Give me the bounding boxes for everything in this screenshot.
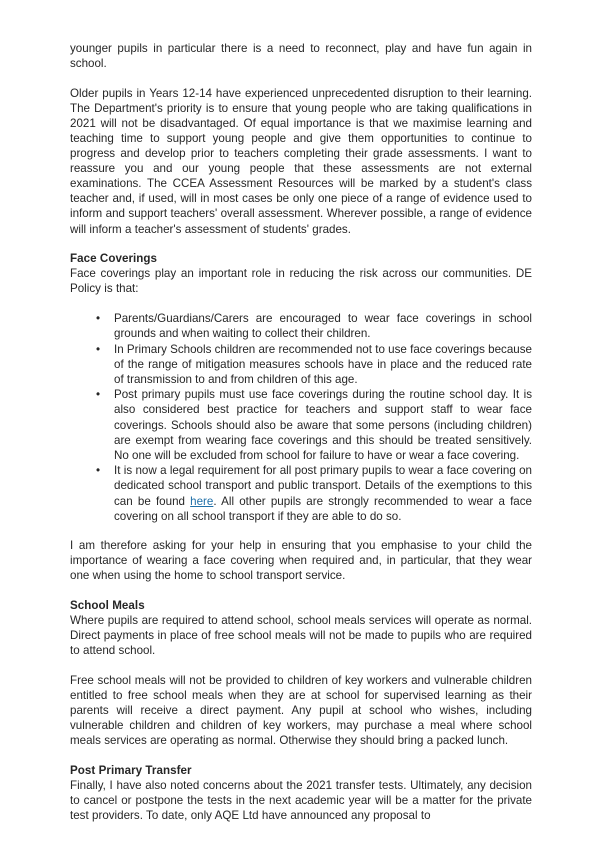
paragraph-post-primary-transfer: Finally, I have also noted concerns about the 2021 transfer tests. Ultimately, any decision to cancel or postpone the tests in the next academic year will be a matter for the private test providers. To date, only AQE Ltd have announced any proposal to [70,778,532,823]
heading-post-primary-transfer: Post Primary Transfer [70,763,192,777]
bullet-text-primary-schools: In Primary Schools children are recommended not to use face coverings because of the range of mitigation measures schools have in place and the reduced rate of transmission to and from children of this age. [114,342,532,386]
bullet-point-icon: • [96,311,101,325]
document-body [70,41,532,823]
bullet-text-legal-requirement [114,463,532,523]
bullet-point-icon: • [96,464,101,478]
section-post-primary-transfer [70,763,532,823]
paragraph-continuation: younger pupils in particular there is a need to reconnect, play and have fun again in school. [70,42,532,71]
paragraph-older-pupils: Older pupils in Years 12-14 have experienced unprecedented disruption to their learning. The Department's priority is to ensure that young people who are taking qualifications in 2021 will not be disadvantaged. Of equal importance is that we maximise learning and teaching time to support young people and give them opportunities to continue to progress and develop prior to teachers completing their grade assessments. I want to reassure you and our young people that these assessments are not external examinations. The CCEA Assessment Resources will be marked by a student's class teacher and, if used, will in most cases be only one piece of a range of evidence used to inform and support teachers' overall assessment. Wherever possible, a range of evidence will inform a teacher's assessment of students' grades. [70,86,532,236]
exemptions-here-link[interactable]: here [190,494,214,508]
list-item [70,387,532,462]
paragraph-school-meals-1: Where pupils are required to attend school, school meals services will operate as normal. Direct payments in place of free school meals will not be made to pupils who are required to attend school. [70,614,532,658]
bullet-text-post-primary: Post primary pupils must use face coverings during the routine school day. It is also considered best practice for teachers and support staff to wear face coverings. Schools should also be aware that some persons (including children) are exempt from wearing face coverings and this should be treated sensitively. No one will be excluded from school for failure to have or wear a face covering. [114,388,532,462]
paragraph-face-coverings-intro: Face coverings play an important role in reducing the risk across our communities. DE Policy is that: [70,267,532,296]
list-item [70,311,532,341]
list-item [70,342,532,387]
heading-face-coverings: Face Coverings [70,252,158,266]
face-coverings-bullet-list [70,311,532,524]
bullet-text-legal-requirement-after-link: . All other pupils are strongly recommended to wear a face covering on all school transport if they are able to do so. [114,494,533,523]
bullet-text-legal-requirement-before-link: It is now a legal requirement for all post primary pupils to wear a face covering on dedicated school transport and public transport. Details of the exemptions to this can be found [114,464,532,508]
section-school-meals [70,598,532,658]
heading-school-meals: School Meals [70,599,145,612]
section-face-coverings [70,251,532,296]
paragraph-asking-help: I am therefore asking for your help in ensuring that you emphasise to your child the importance of wearing a face covering when required and, in particular, that they wear one when using the home to school transport service. [70,539,532,583]
list-item [70,463,532,523]
paragraph-school-meals-2: Free school meals will not be provided to children of key workers and vulnerable children entitled to free school meals when they are at school for supervised learning as their parents will receive a direct payment. Any pupil at school who wishes, including vulnerable children and children of key workers, may purchase a meal where school meals services are operating as normal. Otherwise they should bring a packed lunch. [70,673,532,748]
bullet-text-parents-guardians: Parents/Guardians/Carers are encouraged to wear face coverings in school grounds and when waiting to collect their children. [114,311,532,340]
bullet-point-icon: • [96,388,101,402]
bullet-point-icon: • [96,342,101,356]
